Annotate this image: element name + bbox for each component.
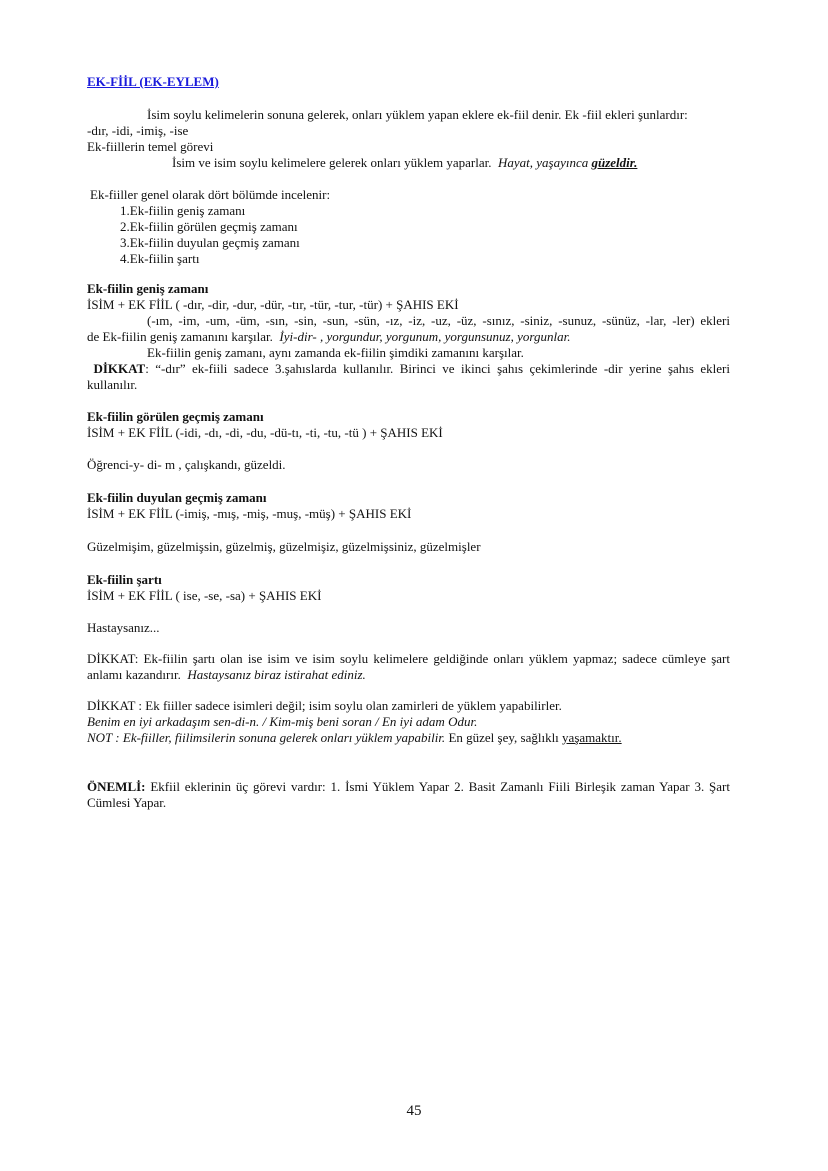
definition-example: Hayat, yaşayınca [497, 155, 589, 170]
genis-paragraph [87, 313, 730, 345]
not-underlined: yaşamaktır. [562, 730, 622, 745]
not-line [87, 730, 730, 746]
genis-text: de Ek-fiilin geniş zamanını karşılar. [87, 329, 273, 344]
sections-heading: Ek-fiiller genel olarak dört bölümde incelenir: [90, 187, 331, 202]
onemli-label: ÖNEMLİ: [87, 779, 146, 794]
not-plain: En güzel şey, sağlıklı [448, 730, 559, 745]
dikkat-label: DİKKAT [93, 361, 146, 376]
example-duyulan: Güzelmişim, güzelmişsin, güzelmiş, güzelmişiz, güzelmişsiniz, güzelmişler [87, 539, 481, 554]
example-sart: Hastaysanız... [87, 620, 160, 635]
list-item: 1.Ek-fiilin geniş zamanı [120, 203, 246, 218]
list-item: 4.Ek-fiilin şartı [120, 251, 200, 266]
intro-suffixes: -dır, -idi, -imiş, -ise [87, 123, 189, 138]
not-italic: NOT : Ek-fiiller, fiilimsilerin sonuna gelerek onları yüklem yapabilir. [87, 730, 446, 745]
genis-examples: İyi-dir- , yorgundur, yorgunum, yorgunsunuz, yorgunlar. [279, 329, 571, 344]
section-heading-duyulan: Ek-fiilin duyulan geçmiş zamanı [87, 490, 267, 505]
formula-sart: İSİM + EK FİİL ( ise, -se, -sa) + ŞAHIS EKİ [87, 588, 322, 603]
genis-note: Ek-fiilin geniş zamanı, aynı zamanda ek-fiilin şimdiki zamanını karşılar. [147, 345, 524, 360]
intro-definition [172, 155, 815, 171]
formula-gorulen: İSİM + EK FİİL (-idi, -dı, -di, -du, -dü-tı, -ti, -tu, -tü ) + ŞAHIS EKİ [87, 425, 443, 440]
page-title: EK-FİİL (EK-EYLEM) [87, 74, 219, 89]
section-heading-gorulen: Ek-fiilin görülen geçmiş zamanı [87, 409, 264, 424]
onemli-paragraph [87, 779, 730, 811]
definition-text: İsim ve isim soylu kelimelere gelerek onları yüklem yaparlar. [172, 155, 492, 170]
example-suffix: dir. [619, 155, 638, 170]
list-item: 3.Ek-fiilin duyulan geçmiş zamanı [120, 235, 300, 250]
formula-genis: İSİM + EK FİİL ( -dır, -dir, -dur, -dür, -tır, -tür, -tur, -tür) + ŞAHIS EKİ [87, 297, 459, 312]
formula-duyulan: İSİM + EK FİİL (-imiş, -mış, -miş, -muş, -müş) + ŞAHIS EKİ [87, 506, 412, 521]
intro-line: İsim soylu kelimelerin sonuna gelerek, onları yüklem yapan eklere ek-fiil denir. Ek -fiil ekleri şunlardır: [147, 107, 688, 122]
example-gorulen: Öğrenci-y- di- m , çalışkandı, güzeldi. [87, 457, 286, 472]
page-number: 45 [406, 1103, 422, 1119]
list-item: 2.Ek-fiilin görülen geçmiş zamanı [120, 219, 298, 234]
section-heading-genis: Ek-fiilin geniş zamanı [87, 281, 209, 296]
dikkat-sart-example: Hastaysanız biraz istirahat ediniz. [187, 667, 366, 682]
dikkat-text: : “-dır” ek-fiili sadece 3.şahıslarda kullanılır. Birinci ve ikinci şahıs çekimlerinde -dir yerine şahıs ekleri kullanılır. [87, 361, 730, 392]
dikkat-zamir-examples: Benim en iyi arkadaşım sen-di-n. / Kim-miş beni soran / En iyi adam Odur. [87, 714, 478, 729]
genis-dikkat [87, 361, 730, 393]
intro-subheading: Ek-fiillerin temel görevi [87, 139, 214, 154]
example-underlined: güzel [591, 155, 620, 170]
dikkat-sart [87, 651, 730, 683]
dikkat-zamir: DİKKAT : Ek fiiller sadece isimleri değil; isim soylu olan zamirleri de yüklem yapabilirler. [87, 698, 562, 713]
genis-suffix-list: (-ım, -im, -um, -üm, -sın, -sin, -sun, -sün, -ız, -iz, -uz, -üz, -sınız, -siniz, -sunuz, -sünüz, -lar, -ler) ekleri [147, 313, 730, 328]
section-heading-sart: Ek-fiilin şartı [87, 572, 162, 587]
onemli-text: Ekfiil eklerinin üç görevi vardır: 1. İsmi Yüklem Yapar 2. Basit Zamanlı Fiili Birleşik zaman Yapar 3. Şart Cümlesi Yapar. [87, 779, 730, 810]
dikkat-sart-text: DİKKAT: Ek-fiilin şartı olan ise isim ve isim soylu kelimelere geldiğinde onları yüklem yapmaz; sadece cümleye şart anlamı kazandırır. [87, 651, 730, 682]
